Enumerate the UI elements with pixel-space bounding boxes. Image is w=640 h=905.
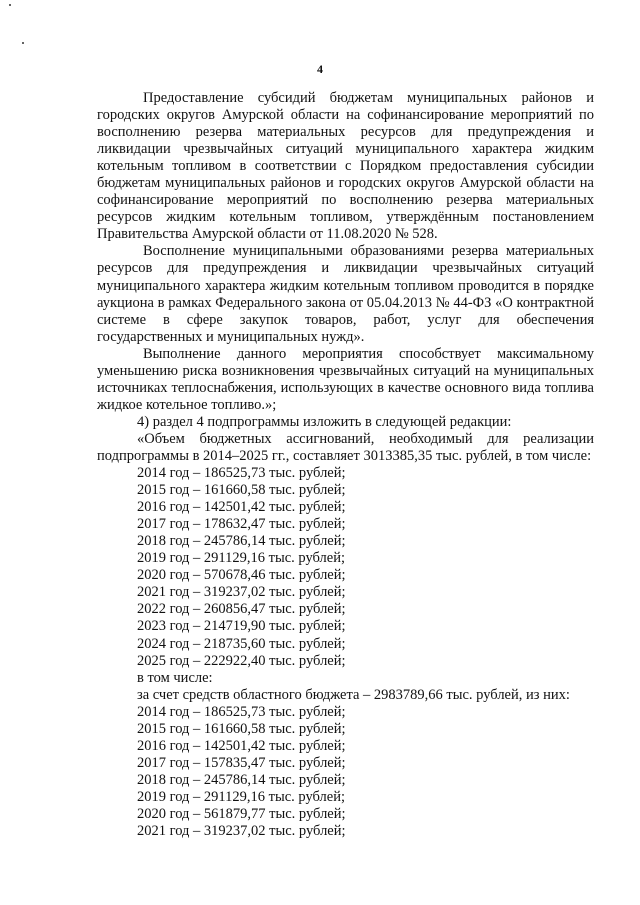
list-item: 2021 год – 319237,02 тыс. рублей; — [137, 823, 346, 840]
list-item: 2017 год – 157835,47 тыс. рублей; — [137, 754, 346, 771]
scan-speck — [22, 42, 24, 44]
paragraph-replenishment: Восполнение муниципальными образованиями резерва материальных ресурсов для предупреждения и ликвидации чрезвычайных ситуаций муниципального характера жидким котельным топливом проводится в порядке аукциона в рамках Федерального закона от 05.04.2013 № 44-ФЗ «О контрактной системе в сфере закупок товаров, работ, услуг для обеспечения государственных и муниципальных нужд». — [97, 243, 594, 345]
list-item: 2021 год – 319237,02 тыс. рублей; — [137, 584, 346, 601]
document-body — [97, 90, 594, 840]
regional-by-year-list — [97, 704, 594, 840]
list-item: 2020 год – 570678,46 тыс. рублей; — [137, 567, 346, 584]
list-item: 2022 год – 260856,47 тыс. рублей; — [137, 601, 346, 618]
volume-paragraph: «Объем бюджетных ассигнований, необходимый для реализации подпрограммы в 2014–2025 гг., составляет 3013385,35 тыс. рублей, в том числе: — [97, 430, 594, 464]
list-item: 2016 год – 142501,42 тыс. рублей; — [137, 737, 346, 754]
list-item: 2024 год – 218735,60 тыс. рублей; — [137, 635, 346, 652]
list-item: 2023 год – 214719,90 тыс. рублей; — [137, 618, 346, 635]
item-heading: 4) раздел 4 подпрограммы изложить в следующей редакции: — [137, 413, 512, 430]
list-item: 2018 год – 245786,14 тыс. рублей; — [137, 533, 346, 550]
list-item: 2015 год – 161660,58 тыс. рублей; — [137, 720, 346, 737]
total-by-year-list — [97, 465, 594, 670]
paragraph-subsidies: Предоставление субсидий бюджетам муниципальных районов и городских округов Амурской области на софинансирование мероприятий по восполнению резерва материальных ресурсов для предупреждения и ликвидации чрезвычайных ситуаций муниципального характера жидким котельным топливом в соответствии с Порядком предоставления субсидии бюджетам муниципальных районов и городских округов Амурской области на софинансирование мероприятий по восполнению резерва материальных ресурсов жидким котельным топливом, утверждённым постановлением Правительства Амурской области от 11.08.2020 № 528. — [97, 90, 594, 243]
list-item: 2015 год – 161660,58 тыс. рублей; — [137, 482, 346, 499]
list-item: 2017 год – 178632,47 тыс. рублей; — [137, 516, 346, 533]
list-item: 2019 год – 291129,16 тыс. рублей; — [137, 550, 345, 567]
list-item: 2020 год – 561879,77 тыс. рублей; — [137, 805, 346, 822]
including-label: в том числе: — [137, 669, 213, 686]
list-item: 2019 год – 291129,16 тыс. рублей; — [137, 788, 345, 805]
paragraph-execution: Выполнение данного мероприятия способствует максимальному уменьшению риска возникновения чрезвычайных ситуаций на муниципальных источниках теплоснабжения, использующих в качестве основного вида топлива жидкое котельное топливо.»; — [97, 345, 594, 413]
list-item: 2014 год – 186525,73 тыс. рублей; — [137, 703, 346, 720]
regional-heading: за счет средств областного бюджета – 2983789,66 тыс. рублей, из них: — [137, 686, 570, 703]
scan-speck — [9, 4, 11, 6]
page-number: 4 — [317, 62, 323, 76]
list-item: 2016 год – 142501,42 тыс. рублей; — [137, 499, 346, 516]
list-item: 2014 год – 186525,73 тыс. рублей; — [137, 465, 346, 482]
list-item: 2025 год – 222922,40 тыс. рублей; — [137, 652, 346, 669]
list-item: 2018 год – 245786,14 тыс. рублей; — [137, 771, 346, 788]
